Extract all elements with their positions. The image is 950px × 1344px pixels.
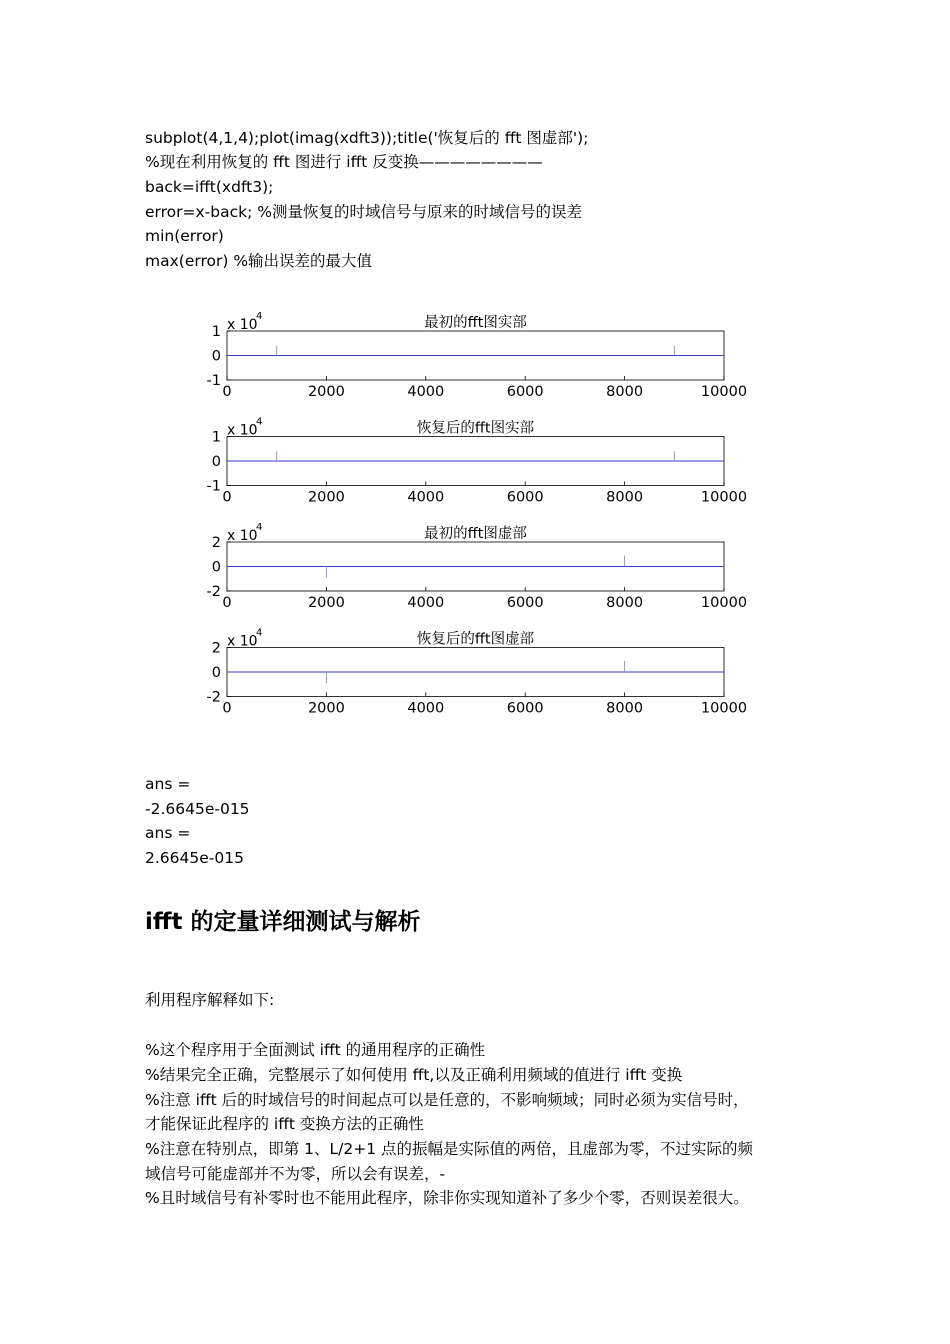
comment-line: %注意 ifft 后的时域信号的时间起点可以是任意的，不影响频域；同时必须为实信号时， — [145, 1091, 749, 1109]
exponent-label: x 10 — [227, 633, 258, 650]
exponent-sup: 4 — [256, 522, 263, 533]
x-tick-label: 10000 — [700, 700, 748, 717]
y-tick-label: -1 — [206, 373, 221, 389]
section-heading: ifft 的定量详细测试与解析 — [145, 909, 421, 935]
x-tick-label: 2000 — [307, 384, 345, 400]
fft-figure — [195, 296, 765, 726]
x-tick-label: 8000 — [606, 700, 644, 717]
exponent-sup: 4 — [256, 627, 263, 639]
y-tick-label: 1 — [211, 429, 221, 446]
code-line: max(error) %输出误差的最大值 — [145, 252, 373, 270]
x-tick-label: 0 — [222, 384, 232, 400]
subplot-title: 恢复后的fft图实部 — [416, 420, 535, 437]
output-line: 2.6645e-015 — [145, 849, 244, 867]
y-tick-label: 0 — [211, 348, 221, 365]
x-tick-label: 10000 — [700, 595, 748, 611]
x-tick-label: 6000 — [506, 489, 544, 506]
code-line: subplot(4,1,4);plot(imag(xdft3));title('恢复后的 fft 图虚部'); — [145, 129, 589, 147]
x-tick-label: 6000 — [506, 700, 544, 717]
subplot-title: 最初的fft图虚部 — [424, 526, 527, 542]
y-tick-label: 1 — [211, 324, 221, 340]
code-line: min(error) — [145, 227, 224, 245]
x-tick-label: 6000 — [506, 384, 544, 400]
subplot-1 — [207, 311, 748, 400]
exponent-label: x 10 — [227, 528, 258, 544]
y-tick-label: 2 — [211, 535, 221, 551]
x-tick-label: 0 — [222, 700, 232, 717]
x-tick-label: 2000 — [307, 595, 345, 611]
x-tick-label: 4000 — [407, 384, 445, 400]
comment-line: %结果完全正确，完整展示了如何使用 fft,以及正确利用频域的值进行 ifft 变换 — [145, 1066, 683, 1084]
x-tick-label: 8000 — [606, 595, 644, 611]
y-tick-label: -2 — [206, 689, 221, 706]
exponent-label: x 10 — [227, 317, 258, 333]
y-tick-label: 0 — [211, 665, 221, 681]
output-line: -2.6645e-015 — [145, 800, 250, 818]
comment-line: 才能保证此程序的 ifft 变换方法的正确性 — [145, 1115, 424, 1133]
y-tick-label: 0 — [211, 559, 221, 576]
subplot-title: 最初的fft图实部 — [424, 315, 527, 331]
subplot-4 — [207, 628, 748, 717]
output-line: ans = — [145, 775, 191, 793]
x-tick-label: 8000 — [606, 384, 644, 400]
x-tick-label: 4000 — [407, 489, 445, 506]
comment-line: %这个程序用于全面测试 ifft 的通用程序的正确性 — [145, 1041, 486, 1059]
output-line: ans = — [145, 824, 191, 842]
subplot-3 — [207, 522, 748, 611]
y-tick-label: -2 — [206, 584, 221, 600]
y-tick-label: 0 — [211, 454, 221, 470]
x-tick-label: 10000 — [700, 384, 748, 400]
comment-line: %注意在特别点，即第 1、L/2+1 点的振幅是实际值的两倍，且虚部为零，不过实际的频 — [145, 1140, 754, 1158]
x-tick-label: 4000 — [407, 700, 445, 717]
x-tick-label: 2000 — [307, 489, 345, 506]
x-tick-label: 6000 — [506, 595, 544, 611]
x-tick-label: 0 — [222, 595, 232, 611]
x-tick-label: 10000 — [700, 489, 748, 506]
x-tick-label: 4000 — [407, 595, 445, 611]
code-line: %现在利用恢复的 fft 图进行 ifft 反变换———————— — [145, 153, 543, 171]
subplot-title: 恢复后的fft图虚部 — [416, 631, 535, 648]
x-tick-label: 8000 — [606, 489, 644, 506]
x-tick-label: 0 — [222, 489, 232, 506]
code-line: error=x-back; %测量恢复的时域信号与原来的时域信号的误差 — [145, 203, 582, 221]
comment-line: %且时域信号有补零时也不能用此程序，除非你实现知道补了多少个零，否则误差很大。 — [145, 1189, 749, 1207]
y-tick-label: 2 — [211, 640, 221, 657]
exponent-label: x 10 — [227, 422, 258, 439]
exponent-sup: 4 — [256, 416, 263, 428]
code-line: back=ifft(xdft3); — [145, 178, 274, 196]
x-tick-label: 2000 — [307, 700, 345, 717]
exponent-sup: 4 — [256, 311, 263, 322]
y-tick-label: -1 — [206, 478, 221, 495]
comment-line: 域信号可能虚部并不为零，所以会有误差，- — [145, 1165, 446, 1183]
subplot-2 — [207, 417, 748, 506]
intro-text: 利用程序解释如下: — [145, 991, 275, 1009]
